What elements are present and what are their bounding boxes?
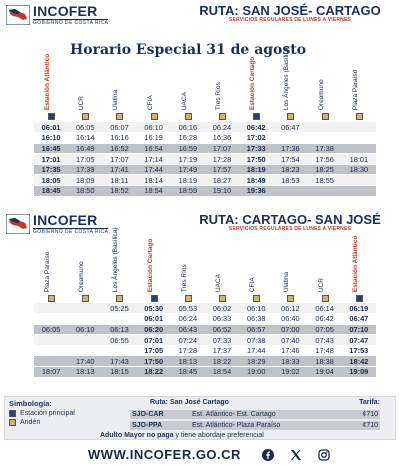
platform-icon — [185, 295, 192, 302]
time-cell: 06:13 — [102, 324, 136, 335]
table-row — [34, 314, 376, 325]
station-name: Estación Atlántico — [43, 53, 51, 110]
time-cell: 06:05 — [68, 122, 102, 133]
time-cell: 05:30 — [137, 303, 171, 314]
costa-rica-map-icon — [6, 5, 30, 25]
route-subtitle: SERVICIOS REGULARES DE LUNES A VIERNES — [228, 226, 352, 232]
instagram-icon[interactable] — [318, 448, 330, 460]
time-cell — [342, 175, 376, 186]
footer — [0, 446, 400, 464]
time-cell: 06:24 — [205, 122, 239, 133]
time-cell: 18:11 — [102, 175, 136, 186]
time-cell: 17:43 — [102, 356, 136, 367]
time-cell — [68, 335, 102, 346]
time-cell: 06:05 — [34, 324, 68, 335]
time-cell: 06:52 — [205, 324, 239, 335]
time-cell — [68, 303, 102, 314]
station-column — [205, 62, 239, 120]
time-cell: 17:39 — [68, 164, 102, 175]
legend-platform: Andén — [20, 419, 41, 426]
time-cell: 06:14 — [308, 303, 342, 314]
platform-icon — [116, 113, 123, 120]
website-link[interactable]: WWW.INCOFER.GO.CR — [88, 447, 241, 462]
route-header-2 — [195, 213, 385, 232]
time-cell: 07:47 — [342, 335, 376, 346]
costa-rica-map-icon — [6, 214, 30, 234]
time-cell: 19:02 — [273, 367, 307, 378]
time-cell — [273, 133, 307, 144]
time-cell: 19:04 — [308, 367, 342, 378]
station-column — [273, 248, 307, 302]
time-cell: 18:09 — [68, 175, 102, 186]
time-cell: 17:48 — [308, 345, 342, 356]
time-cell: 07:24 — [171, 335, 205, 346]
route-subtitle: SERVICIOS REGULARES DE LUNES A VIERNES — [228, 17, 352, 23]
station-name: Estación Cartago — [146, 238, 154, 292]
incofer-logo-bottom — [6, 213, 108, 235]
platform-icon — [322, 113, 329, 120]
incofer-logo-top — [6, 4, 108, 26]
time-cell: 17:54 — [273, 154, 307, 165]
time-cell: 06:10 — [239, 303, 273, 314]
main-station-icon — [48, 113, 55, 120]
facebook-icon[interactable] — [262, 448, 274, 460]
station-column — [102, 227, 136, 302]
time-cell: 18:30 — [342, 164, 376, 175]
station-name: UACA — [214, 273, 222, 292]
table-row — [34, 345, 376, 356]
time-cell — [102, 314, 136, 325]
time-cell — [34, 345, 68, 356]
station-name: UACA — [180, 91, 188, 110]
table-row — [34, 367, 376, 378]
time-cell: 17:28 — [205, 154, 239, 165]
station-column — [239, 56, 273, 120]
fare-code: SJO-CAR — [132, 411, 164, 418]
station-column — [308, 248, 342, 302]
time-cell: 18:13 — [171, 356, 205, 367]
time-cell: 06:07 — [102, 122, 136, 133]
time-cell — [68, 345, 102, 356]
station-column — [171, 62, 205, 120]
senior-note — [100, 432, 264, 439]
time-cell: 06:47 — [273, 122, 307, 133]
time-cell: 18:13 — [68, 367, 102, 378]
time-cell: 06:40 — [273, 314, 307, 325]
main-station-icon — [9, 410, 16, 417]
brand-subtitle: GOBIERNO DE COSTA RICA — [33, 229, 109, 235]
timetable-cartago-sj — [34, 303, 376, 378]
time-cell: 17:28 — [171, 345, 205, 356]
time-cell — [68, 314, 102, 325]
time-cell: 18:42 — [342, 356, 376, 367]
station-column — [273, 45, 307, 120]
time-cell: 06:01 — [34, 122, 68, 133]
table-row — [34, 164, 376, 175]
time-cell: 07:40 — [273, 335, 307, 346]
table-row — [34, 356, 376, 367]
time-cell: 18:01 — [342, 154, 376, 165]
time-cell — [34, 335, 68, 346]
platform-icon — [356, 113, 363, 120]
station-name: Ulatina — [283, 271, 291, 292]
time-cell: 05:25 — [102, 303, 136, 314]
time-cell: 16:19 — [137, 133, 171, 144]
station-column — [205, 248, 239, 302]
table-row — [34, 143, 376, 154]
time-cell — [308, 133, 342, 144]
station-name: UCR — [317, 277, 325, 292]
time-cell: 17:35 — [34, 164, 68, 175]
platform-icon — [185, 113, 192, 120]
station-column — [102, 62, 136, 120]
main-station-icon — [356, 295, 363, 302]
station-name: Tres Ríos — [180, 264, 188, 292]
time-cell: 06:42 — [308, 314, 342, 325]
time-cell: 06:57 — [239, 324, 273, 335]
time-cell: 18:45 — [171, 367, 205, 378]
time-cell: 18:15 — [102, 367, 136, 378]
station-column — [342, 62, 376, 120]
main-station-icon — [151, 295, 158, 302]
time-cell: 17:37 — [205, 345, 239, 356]
time-cell: 07:33 — [205, 335, 239, 346]
station-name: Estación Cartago — [249, 56, 257, 110]
station-column — [34, 53, 68, 120]
fare-price: ¢710 — [362, 422, 378, 429]
time-cell: 07:05 — [308, 324, 342, 335]
time-cell: 06:10 — [68, 324, 102, 335]
fare-row — [130, 410, 380, 419]
time-cell: 16:49 — [68, 143, 102, 154]
platform-icon — [48, 295, 55, 302]
time-cell: 16:59 — [171, 143, 205, 154]
legend-main-station: Estación principal — [20, 410, 75, 417]
time-cell: 18:52 — [102, 186, 136, 197]
time-cell: 18:54 — [205, 367, 239, 378]
time-cell — [34, 314, 68, 325]
time-cell — [34, 356, 68, 367]
time-cell — [342, 143, 376, 154]
time-cell: 18:19 — [239, 164, 273, 175]
time-cell: 17:14 — [137, 154, 171, 165]
time-cell: 06:12 — [273, 303, 307, 314]
brand-subtitle: GOBIERNO DE COSTA RICA — [33, 20, 109, 26]
time-cell: 17:46 — [273, 345, 307, 356]
station-column — [137, 238, 171, 302]
table-row — [34, 133, 376, 144]
special-schedule-title: Horario Especial 31 de agosto — [70, 42, 307, 58]
time-cell: 06:01 — [137, 314, 171, 325]
time-cell: 19:00 — [239, 367, 273, 378]
fare-price: ¢710 — [362, 411, 378, 418]
time-cell: 06:43 — [171, 324, 205, 335]
route-title: RUTA: CARTAGO- SAN JOSÉ — [199, 212, 381, 227]
brand-name: INCOFER — [33, 212, 98, 228]
time-cell — [308, 122, 342, 133]
table-row — [34, 154, 376, 165]
time-cell: 17:56 — [308, 154, 342, 165]
time-cell: 17:36 — [273, 143, 307, 154]
time-cell: 17:05 — [137, 345, 171, 356]
time-cell: 17:50 — [239, 154, 273, 165]
station-name: UCR — [78, 95, 86, 110]
platform-icon — [116, 295, 123, 302]
time-cell: 06:19 — [342, 303, 376, 314]
fare-route: Est. Atlántico- Plaza Paraíso — [192, 422, 281, 429]
time-cell: 16:36 — [205, 133, 239, 144]
station-column — [239, 248, 273, 302]
time-cell: 17:57 — [205, 164, 239, 175]
time-cell: 06:42 — [239, 122, 273, 133]
platform-icon — [219, 113, 226, 120]
brand-name: INCOFER — [33, 3, 98, 19]
station-name: Oreamuno — [317, 79, 325, 110]
time-cell: 06:10 — [137, 122, 171, 133]
time-cell: 18:50 — [68, 186, 102, 197]
time-cell: 18:53 — [273, 175, 307, 186]
platform-icon — [9, 419, 16, 426]
time-cell: 17:44 — [137, 164, 171, 175]
time-cell: 17:02 — [239, 133, 273, 144]
time-cell: 17:07 — [205, 143, 239, 154]
time-cell — [273, 186, 307, 197]
platform-icon — [151, 113, 158, 120]
time-cell: 18:59 — [171, 186, 205, 197]
time-cell: 18:07 — [34, 367, 68, 378]
station-name: CFIA — [146, 95, 154, 110]
fare-route-label: Ruta: San José Cartago — [150, 399, 229, 406]
station-column — [68, 62, 102, 120]
time-cell: 16:45 — [34, 143, 68, 154]
time-cell: 17:19 — [171, 154, 205, 165]
route-header-1 — [195, 4, 385, 23]
time-cell: 07:01 — [137, 335, 171, 346]
time-cell: 18:27 — [205, 175, 239, 186]
station-column — [308, 62, 342, 120]
time-cell: 06:02 — [205, 303, 239, 314]
station-column — [171, 248, 205, 302]
time-cell: 07:43 — [308, 335, 342, 346]
time-cell: 16:54 — [137, 143, 171, 154]
station-name: Plaza Paraíso — [351, 69, 359, 110]
platform-icon — [219, 295, 226, 302]
fare-row — [130, 421, 380, 430]
time-cell: 06:33 — [205, 314, 239, 325]
time-cell: 18:55 — [308, 175, 342, 186]
table-row — [34, 324, 376, 335]
time-cell: 18:45 — [34, 186, 68, 197]
senior-note-bold: Adulto Mayor no paga — [100, 432, 174, 439]
time-cell — [342, 186, 376, 197]
time-cell: 18:54 — [137, 186, 171, 197]
time-cell: 17:05 — [68, 154, 102, 165]
time-cell: 17:07 — [102, 154, 136, 165]
fare-route: Est. Atlántico- Est. Cartago — [192, 411, 276, 418]
platform-icon — [82, 113, 89, 120]
platform-icon — [322, 295, 329, 302]
station-name: Tres Ríos — [214, 82, 222, 110]
station-name: Oreamuno — [78, 261, 86, 292]
time-cell: 17:53 — [342, 345, 376, 356]
table-row — [34, 186, 376, 197]
x-icon[interactable] — [290, 448, 302, 460]
time-cell: 17:44 — [239, 345, 273, 356]
station-name: Los Ángeles (Basílica) — [112, 227, 120, 292]
time-cell: 16:14 — [68, 133, 102, 144]
time-cell: 05:53 — [171, 303, 205, 314]
time-cell — [308, 186, 342, 197]
time-cell: 18:29 — [239, 356, 273, 367]
time-cell: 19:09 — [342, 367, 376, 378]
time-cell: 19:36 — [239, 186, 273, 197]
time-cell — [342, 133, 376, 144]
time-cell: 18:25 — [308, 164, 342, 175]
time-cell: 18:38 — [308, 356, 342, 367]
fare-code: SJO-PPA — [132, 422, 163, 429]
station-column — [34, 248, 68, 302]
time-cell: 06:47 — [342, 314, 376, 325]
table-row — [34, 175, 376, 186]
table-row — [34, 335, 376, 346]
time-cell: 18:19 — [171, 175, 205, 186]
station-column — [342, 235, 376, 302]
time-cell: 16:16 — [102, 133, 136, 144]
station-name: Plaza Paraíso — [43, 251, 51, 292]
time-cell: 17:01 — [34, 154, 68, 165]
time-cell: 18:14 — [137, 175, 171, 186]
time-cell — [342, 122, 376, 133]
senior-note-rest: y tiene abordaje preferencial — [173, 432, 264, 439]
legend-title: Simbología: — [9, 399, 52, 408]
time-cell: 06:16 — [171, 122, 205, 133]
platform-icon — [82, 295, 89, 302]
time-cell: 06:20 — [137, 324, 171, 335]
time-cell: 16:28 — [171, 133, 205, 144]
tarifa-label: Tarifa: — [359, 399, 380, 406]
time-cell: 18:22 — [205, 356, 239, 367]
time-cell: 16:52 — [102, 143, 136, 154]
time-cell: 18:49 — [239, 175, 273, 186]
station-name: Estación Atlántico — [351, 235, 359, 292]
time-cell: 06:38 — [239, 314, 273, 325]
time-cell: 18:33 — [273, 356, 307, 367]
time-cell: 06:24 — [171, 314, 205, 325]
main-station-icon — [253, 113, 260, 120]
station-column — [137, 62, 171, 120]
time-cell: 18:22 — [137, 367, 171, 378]
table-row — [34, 303, 376, 314]
time-cell: 17:40 — [68, 356, 102, 367]
time-cell: 06:55 — [102, 335, 136, 346]
time-cell: 18:05 — [34, 175, 68, 186]
timetable-sj-cartago — [34, 122, 376, 197]
station-name: Los Ángeles (Basílica) — [283, 45, 291, 110]
platform-icon — [253, 295, 260, 302]
time-cell: 16:10 — [34, 133, 68, 144]
platform-icon — [287, 113, 294, 120]
platform-icon — [287, 295, 294, 302]
time-cell: 19:10 — [205, 186, 239, 197]
time-cell — [102, 345, 136, 356]
table-row — [34, 122, 376, 133]
station-name: CFIA — [249, 277, 257, 292]
time-cell: 17:50 — [137, 356, 171, 367]
time-cell: 07:10 — [342, 324, 376, 335]
time-cell: 07:00 — [273, 324, 307, 335]
time-cell: 17:49 — [171, 164, 205, 175]
time-cell: 17:33 — [239, 143, 273, 154]
station-column — [68, 248, 102, 302]
time-cell: 17:38 — [308, 143, 342, 154]
station-name: Ulatina — [112, 89, 120, 110]
time-cell: 17:41 — [102, 164, 136, 175]
time-cell: 18:23 — [273, 164, 307, 175]
time-cell — [34, 303, 68, 314]
route-title: RUTA: SAN JOSÉ- CARTAGO — [199, 3, 381, 18]
time-cell: 07:38 — [239, 335, 273, 346]
